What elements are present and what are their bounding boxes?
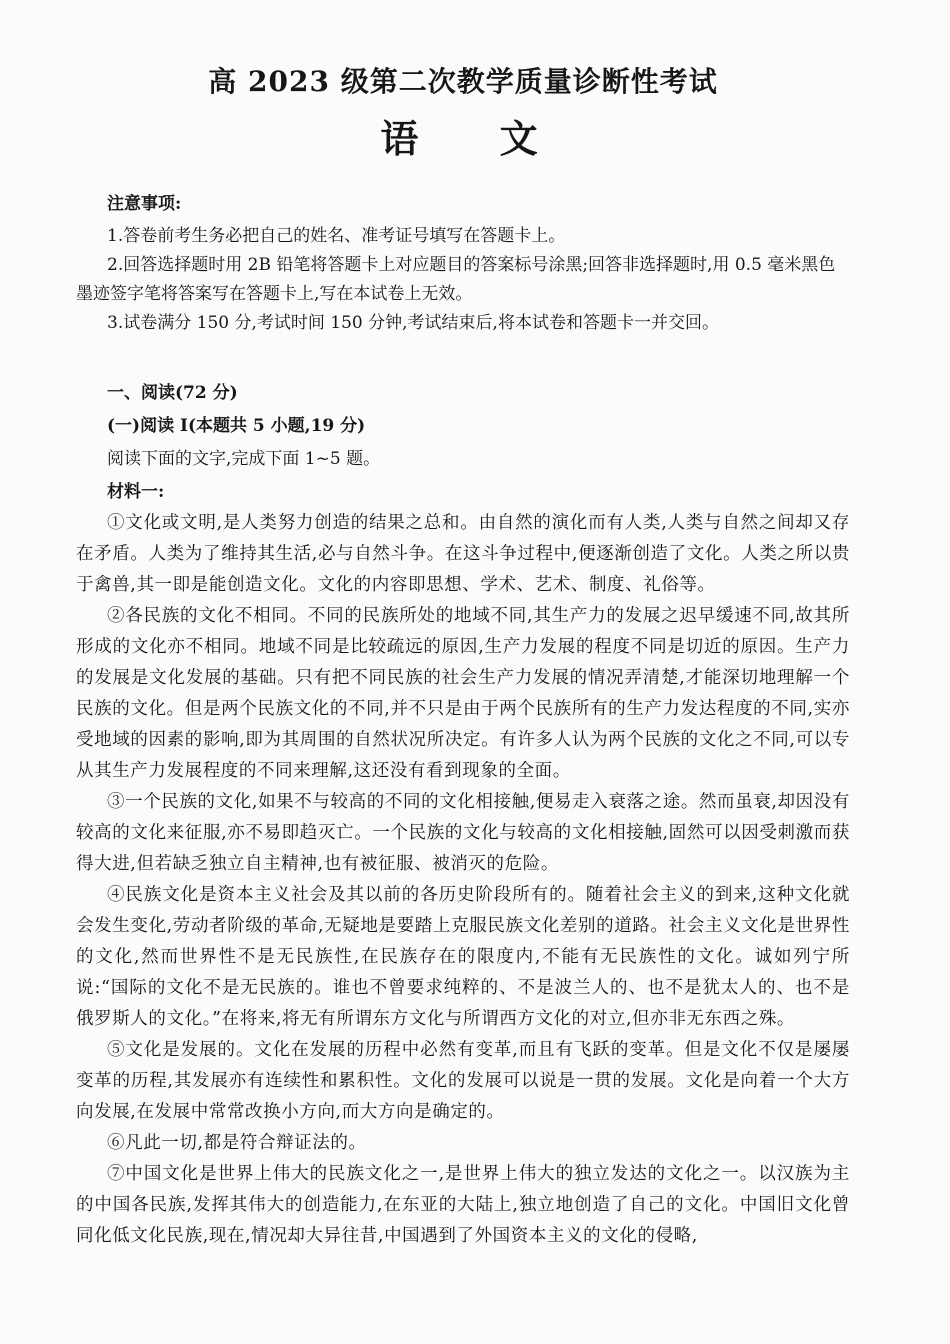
notice-item: 2.回答选择题时用 2B 铅笔将答题卡上对应题目的答案标号涂黑;回答非选择题时,用 0.5 毫米黑色墨迹签字笔将答案写在答题卡上,写在本试卷上无效。 — [76, 255, 836, 304]
passage-paragraph: ②各民族的文化不相同。不同的民族所处的地域不同,其生产力的发展之迟早缓速不同,故其所形成的文化亦不相同。地域不同是比较疏远的原因,生产力发展的程度不同是切近的原因。生产力的发展是文化发展的基础。只有把不同民族的社会生产力发展的情况弄清楚,才能深切地理解一个民族的文化。但是两个民族文化的不同,并不只是由于两个民族所有的生产力发达程度的不同,实亦受地域的因素的影响,即为其周围的自然状况所决定。有许多人认为两个民族的文化之不同,可以专从其生产力发展程度的不同来理解,这还没有看到现象的全面。 — [76, 606, 850, 781]
notice-item: 3.试卷满分 150 分,考试时间 150 分钟,考试结束后,将本试卷和答题卡一并交回。 — [107, 313, 719, 333]
passage-paragraph: ③一个民族的文化,如果不与较高的不同的文化相接触,便易走入衰落之途。然而虽衰,却因没有较高的文化来征服,亦不易即趋灭亡。一个民族的文化与较高的文化相接触,固然可以因受刺激而获得大进,但若缺乏独立自主精神,也有被征服、被消灭的危险。 — [76, 792, 850, 874]
subject-title: 语 文 — [380, 116, 572, 161]
notice-item: 1.答卷前考生务必把自己的姓名、准考证号填写在答题卡上。 — [107, 226, 566, 246]
material-label: 材料一: — [107, 482, 165, 502]
reading-passage — [76, 508, 850, 1252]
reading-instruction: 阅读下面的文字,完成下面 1~5 题。 — [107, 449, 381, 469]
passage-paragraph: ①文化或文明,是人类努力创造的结果之总和。由自然的演化而有人类,人类与自然之间却又存在矛盾。人类为了维持其生活,必与自然斗争。在这斗争过程中,便逐渐创造了文化。人类之所以贵于禽兽,其一即是能创造文化。文化的内容即思想、学术、艺术、制度、礼俗等。 — [76, 513, 850, 595]
subsection-heading: (一)阅读 I(本题共 5 小题,19 分) — [107, 416, 366, 436]
notice-list — [76, 222, 850, 338]
passage-paragraph: ④民族文化是资本主义社会及其以前的各历史阶段所有的。随着社会主义的到来,这种文化就会发生变化,劳动者阶级的革命,无疑地是要踏上克服民族文化差别的道路。社会主义文化是世界性的文化,然而世界性不是无民族性,在民族存在的限度内,不能有无民族性的文化。诚如列宁所说:“国际的文化不是无民族的。谁也不曾要求纯粹的、不是波兰人的、也不是犹太人的、也不是俄罗斯人的文化。”在将来,将无有所谓东方文化与所谓西方文化的对立,但亦非无东西之殊。 — [76, 885, 850, 1029]
passage-paragraph: ⑤文化是发展的。文化在发展的历程中必然有变革,而且有飞跃的变革。但是文化不仅是屡屡变革的历程,其发展亦有连续性和累积性。文化的发展可以说是一贯的发展。文化是向着一个大方向发展,在发展中常常改换小方向,而大方向是确定的。 — [76, 1040, 850, 1122]
exam-title: 高 2023 级第二次教学质量诊断性考试 — [208, 65, 718, 98]
section-heading: 一、阅读(72 分) — [107, 383, 238, 403]
passage-paragraph: ⑥凡此一切,都是符合辩证法的。 — [107, 1133, 367, 1153]
passage-paragraph: ⑦中国文化是世界上伟大的民族文化之一,是世界上伟大的独立发达的文化之一。以汉族为主的中国各民族,发挥其伟大的创造能力,在东亚的大陆上,独立地创造了自己的文化。中国旧文化曾同化低文化民族,现在,情况却大异往昔,中国遇到了外国资本主义的文化的侵略, — [76, 1164, 850, 1246]
notice-heading: 注意事项: — [107, 194, 182, 214]
